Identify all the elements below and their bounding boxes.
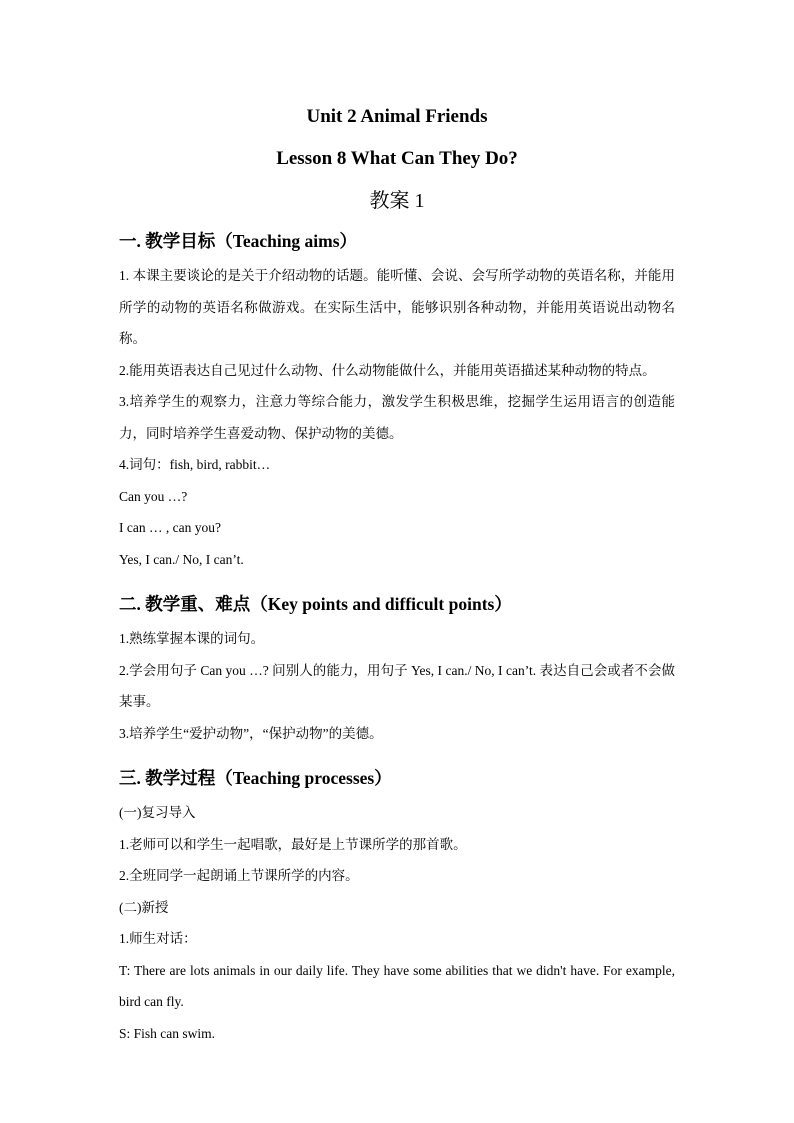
aims-paragraph-1: 1. 本课主要谈论的是关于介绍动物的话题。能听懂、会说、会写所学动物的英语名称，并能用所学的动物的英语名称做游戏。在实际生活中，能够识别各种动物，并能用英语说出动物名称。 xyxy=(119,268,675,346)
section-heading-processes: 三. 教学过程（Teaching processes） xyxy=(119,768,392,788)
process-paragraph-3: 2.全班同学一起朗诵上节课所学的内容。 xyxy=(119,868,359,883)
aims-paragraph-3: 3.培养学生的观察力，注意力等综合能力，激发学生积极思维，挖掘学生运用语言的创造能力，同时培养学生喜爱动物、保护动物的美德。 xyxy=(119,394,675,441)
section-heading-aims: 一. 教学目标（Teaching aims） xyxy=(119,231,358,251)
aims-paragraph-4: 4.词句：fish, bird, rabbit… xyxy=(119,457,271,472)
key-points-paragraph-2: 2.学会用句子 Can you …? 问别人的能力，用句子 Yes, I can./ No, I can’t. 表达自己会或者不会做某事。 xyxy=(119,662,675,709)
process-paragraph-1: (一)复习导入 xyxy=(119,805,196,820)
aims-paragraph-2: 2.能用英语表达自己见过什么动物、什么动物能做什么，并能用英语描述某种动物的特点。 xyxy=(119,362,656,378)
plan-title: 教案 1 xyxy=(369,190,425,212)
section-heading-key-points: 二. 教学重、难点（Key points and difficult points） xyxy=(119,594,512,614)
aims-paragraph-5: Can you …? xyxy=(119,488,188,504)
process-paragraph-7: S: Fish can swim. xyxy=(119,1025,216,1041)
process-paragraph-5: 1.师生对话： xyxy=(119,931,197,946)
process-paragraph-2: 1.老师可以和学生一起唱歌，最好是上节课所学的那首歌。 xyxy=(119,836,467,852)
key-points-paragraph-1: 1.熟练掌握本课的词句。 xyxy=(119,631,265,646)
aims-paragraph-6: I can … , can you? xyxy=(119,520,221,535)
process-paragraph-4: (二)新授 xyxy=(119,899,169,915)
lesson-title: Lesson 8 What Can They Do? xyxy=(276,148,518,169)
unit-title: Unit 2 Animal Friends xyxy=(306,106,488,127)
document-page xyxy=(119,100,675,1049)
aims-paragraph-7: Yes, I can./ No, I can’t. xyxy=(119,551,244,567)
key-points-paragraph-3: 3.培养学生“爱护动物”，“保护动物”的美德。 xyxy=(119,725,383,741)
process-paragraph-6: T: There are lots animals in our daily life. They have some abilities that we didn't have. For example, bird can fly. xyxy=(119,962,675,1009)
